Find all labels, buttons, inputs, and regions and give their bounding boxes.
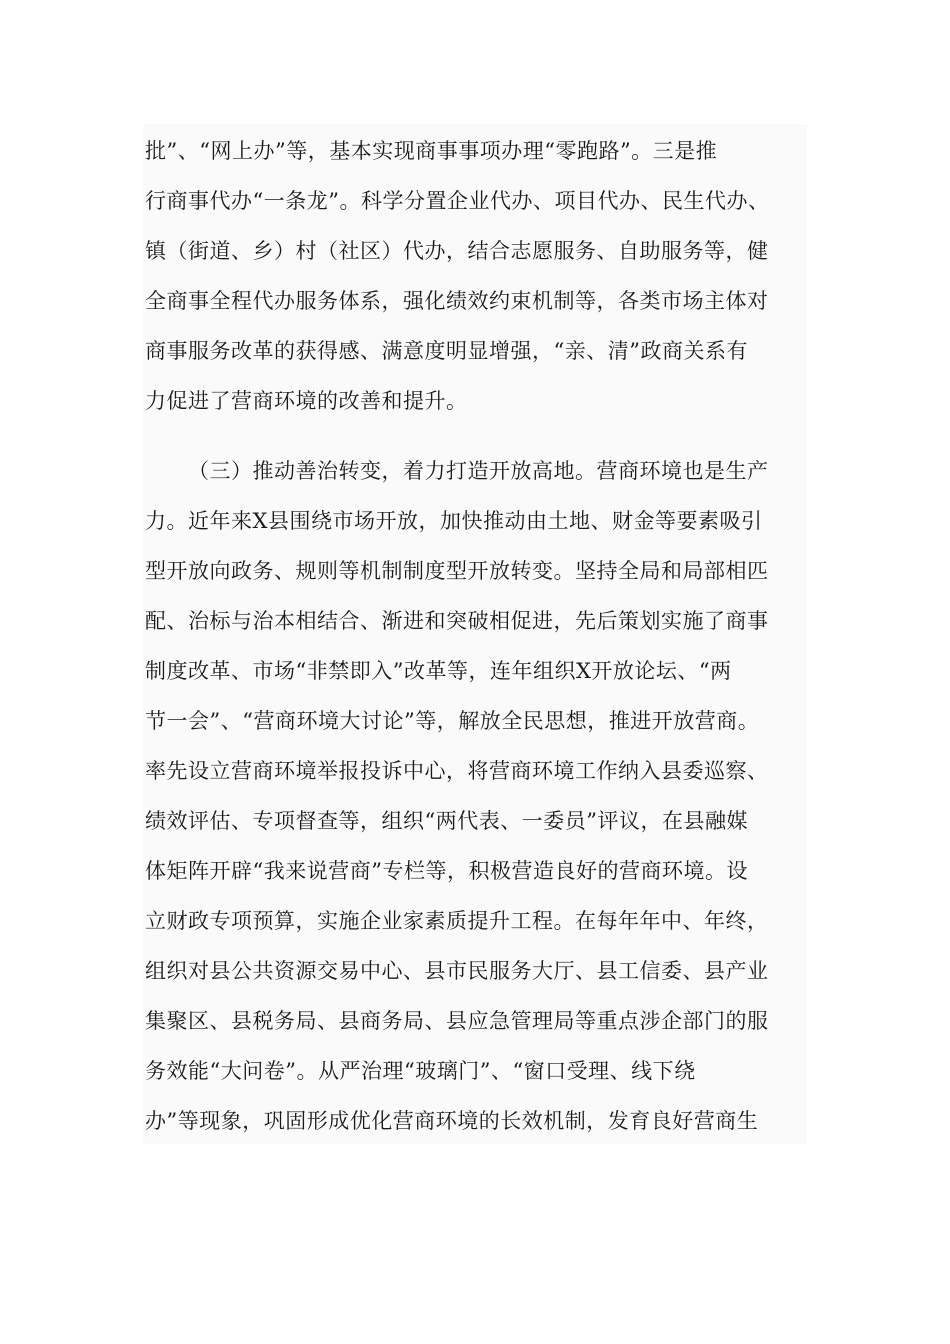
paragraph-line: 体矩阵开辟“我来说营商”专栏等，积极营造良好的营商环境。设 <box>145 859 748 883</box>
paragraph-line: 行商事代办“一条龙”。科学分置企业代办、项目代办、民生代办、 <box>145 189 770 213</box>
paragraph-line: 率先设立营商环境举报投诉中心，将营商环境工作纳入县委巡察、 <box>145 759 769 783</box>
paragraph-line: 务效能“大问卷”。从严治理“玻璃门”、“窗口受理、线下绕 <box>145 1059 696 1083</box>
section-heading-line: （三）推动善治转变，着力打造开放高地。营商环境也是生产 <box>188 459 769 483</box>
paragraph-line: 商事服务改革的获得感、满意度明显增强，“亲、清”政商关系有 <box>145 339 748 363</box>
paragraph-line: 力促进了营商环境的改善和提升。 <box>145 389 468 413</box>
paragraph-line: 批”、“网上办”等，基本实现商事事项办理“零跑路”。三是推 <box>145 139 718 163</box>
paragraph-line: 全商事全程代办服务体系，强化绩效约束机制等，各类市场主体对 <box>145 289 769 313</box>
paragraph-line: 力。近年来X县围绕市场开放，加快推动由土地、财金等要素吸引 <box>145 509 763 533</box>
paragraph-line: 绩效评估、专项督查等，组织“两代表、一委员”评议，在县融媒 <box>145 809 748 833</box>
paragraph-line: 办”等现象，巩固形成优化营商环境的长效机制，发育良好营商生 <box>145 1109 759 1133</box>
paragraph-line: 配、治标与治本相结合、渐进和突破相促进，先后策划实施了商事 <box>145 609 769 633</box>
paragraph-line: 节一会”、“营商环境大讨论”等，解放全民思想，推进开放营商。 <box>145 709 760 733</box>
paragraph-line: 型开放向政务、规则等机制制度型开放转变。坚持全局和局部相匹 <box>145 559 769 583</box>
paragraph-line: 集聚区、县税务局、县商务局、县应急管理局等重点涉企部门的服 <box>145 1009 769 1033</box>
paragraph-line: 制度改革、市场“非禁即入”改革等，连年组织X开放论坛、“两 <box>145 659 732 683</box>
paragraph-line: 立财政专项预算，实施企业家素质提升工程。在每年年中、年终， <box>145 909 769 933</box>
paragraph-line: 镇（街道、乡）村（社区）代办，结合志愿服务、自助服务等，健 <box>145 239 769 263</box>
paragraph-line: 组织对县公共资源交易中心、县市民服务大厅、县工信委、县产业 <box>145 959 769 983</box>
